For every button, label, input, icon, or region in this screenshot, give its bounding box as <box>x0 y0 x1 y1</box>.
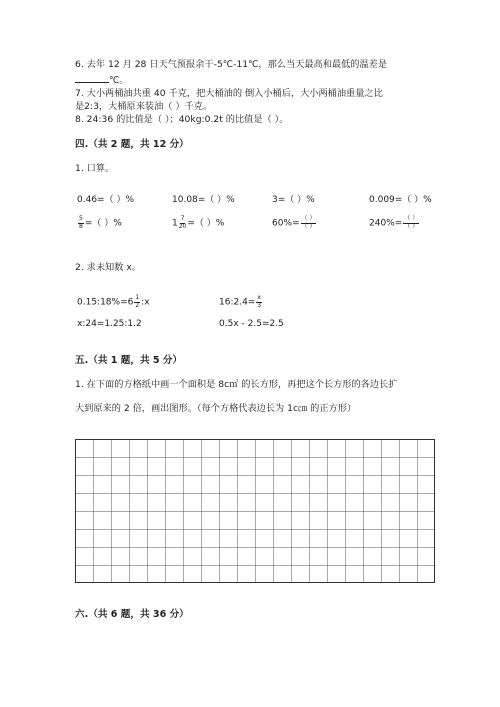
calc-10.08: 10.08=（ ）% <box>172 195 235 205</box>
calc-240-percent: 240%= $\frac{( )}{( )}$ <box>369 215 419 230</box>
section-4-heading: 四.（共 2 题，共 12 分） <box>75 139 189 150</box>
question-6-line1: 6. 去年 12 月 28 日天气预报余干-5℃-11℃，那么当天最高和最低的温差是 <box>75 59 388 70</box>
question-8: 8. 24:36 的比值是（ ）；40kg:0.2t 的比值是（ ）。 <box>75 114 289 125</box>
fraction: $\frac{x}{3}$ <box>257 294 262 309</box>
section-4-q2-label: 2. 求未知数 x。 <box>75 262 141 273</box>
calc-1-7-20: 1 $\frac{7}{20}$ =（ ）% <box>172 215 225 230</box>
equation-3: x:24=1.25:1.2 <box>77 319 142 329</box>
calc-3: 3=（ ）% <box>272 195 315 205</box>
question-7-line2: 是2:3，大桶原来装油（ ）千克。 <box>75 101 213 112</box>
question-7-line1: 7. 大小两桶油共重 40 千克，把大桶油的 倒入小桶后，大小两桶油重量之比 <box>75 88 383 99</box>
calc-0.46: 0.46=（ ）% <box>77 195 134 205</box>
section-4-q1-label: 1. 口算。 <box>75 163 115 174</box>
fraction: $\frac{5}{8}$ <box>79 215 83 230</box>
section-5-heading: 五.（共 1 题，共 5 分） <box>75 355 183 366</box>
section-5-q1-line2: 大到原来的 2 倍，画出图形。（每个方格代表边长为 1c㎝ 的正方形） <box>75 403 357 414</box>
question-6-line2 <box>75 74 129 87</box>
question-6-unit: ℃。 <box>109 75 129 86</box>
answer-blank[interactable] <box>75 74 109 83</box>
fraction: $\frac{( )}{( )}$ <box>301 215 316 230</box>
equation-4: 0.5x - 2.5=2.5 <box>219 319 284 329</box>
calc-0.009: 0.009=（ ）% <box>369 195 432 205</box>
section-5-q1-line1: 1. 在下面的方格纸中画一个面积是 8c㎡ 的长方形，再把这个长方形的各边长扩 <box>75 379 398 390</box>
equation-1: 0.15:18%=6 $\frac{1}{2}$ :x <box>77 294 150 309</box>
fraction: $\frac{7}{20}$ <box>178 215 187 230</box>
section-6-heading: 六.（共 6 题，共 36 分） <box>75 609 189 620</box>
equation-2: 16:2.4= $\frac{x}{3}$ <box>219 294 262 309</box>
grid-paper[interactable] <box>75 439 435 583</box>
fraction: $\frac{1}{2}$ <box>135 294 140 309</box>
calc-5-8: $\frac{5}{8}$ =（ ）% <box>79 215 122 230</box>
fraction: $\frac{( )}{( )}$ <box>404 215 419 230</box>
calc-60-percent: 60%= $\frac{( )}{( )}$ <box>272 215 316 230</box>
